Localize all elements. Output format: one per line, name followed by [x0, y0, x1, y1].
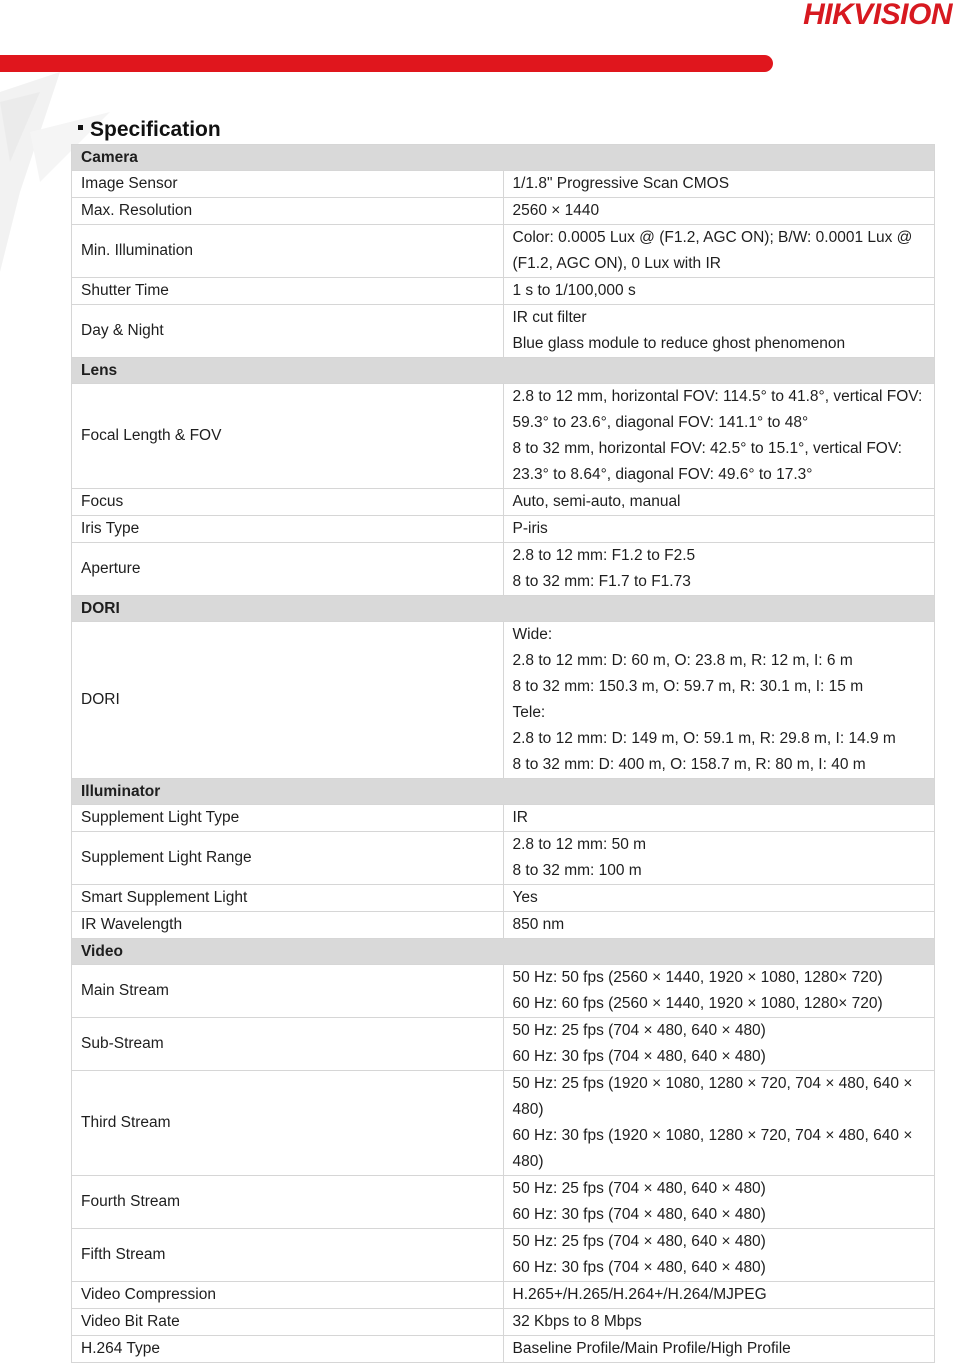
spec-row [72, 543, 935, 596]
spec-row [72, 384, 935, 489]
spec-value [503, 1309, 935, 1336]
spec-row [72, 1282, 935, 1309]
spec-value [503, 489, 935, 516]
specification-title-text: Specification [90, 118, 221, 141]
spec-row [72, 1018, 935, 1071]
spec-value [503, 225, 935, 278]
spec-value-line: 8 to 32 mm: F1.7 to F1.73 [512, 573, 691, 590]
spec-label: Focal Length & FOV [72, 384, 504, 489]
spec-value-line: Baseline Profile/Main Profile/High Profile [512, 1340, 791, 1357]
section-header: Illuminator [72, 779, 935, 805]
section-header-row [72, 358, 935, 384]
spec-label: Fourth Stream [72, 1176, 504, 1229]
spec-row [72, 1229, 935, 1282]
spec-value [503, 384, 935, 489]
spec-value-line: 8 to 32 mm: 150.3 m, O: 59.7 m, R: 30.1 m, I: 15 m [512, 678, 864, 695]
spec-label: Fifth Stream [72, 1229, 504, 1282]
section-header: Video [72, 939, 935, 965]
spec-value-line: 50 Hz: 50 fps (2560 × 1440, 1920 × 1080, 1280× 720) [512, 969, 883, 986]
spec-value-line: 60 Hz: 30 fps (704 × 480, 640 × 480) [512, 1206, 766, 1223]
section-header-row [72, 779, 935, 805]
spec-label: Day & Night [72, 305, 504, 358]
spec-value [503, 1336, 935, 1363]
header-red-bar [0, 55, 773, 72]
spec-value-line: Auto, semi-auto, manual [512, 493, 681, 510]
spec-table-body [72, 145, 935, 1363]
spec-label: Supplement Light Type [72, 805, 504, 832]
spec-value-line: Tele: [512, 704, 546, 721]
spec-value [503, 543, 935, 596]
spec-table [71, 144, 935, 1363]
spec-row [72, 1071, 935, 1176]
spec-row [72, 489, 935, 516]
spec-value-line: 50 Hz: 25 fps (704 × 480, 640 × 480) [512, 1022, 766, 1039]
spec-value [503, 1282, 935, 1309]
spec-value-line: 60 Hz: 30 fps (704 × 480, 640 × 480) [512, 1259, 766, 1276]
spec-label: Max. Resolution [72, 198, 504, 225]
spec-value-line: 1 s to 1/100,000 s [512, 282, 636, 299]
spec-label: Smart Supplement Light [72, 885, 504, 912]
spec-value-line: Yes [512, 889, 538, 906]
spec-value [503, 885, 935, 912]
section-header-row [72, 145, 935, 171]
spec-label: Focus [72, 489, 504, 516]
spec-row [72, 516, 935, 543]
spec-value-line: 8 to 32 mm, horizontal FOV: 42.5° to 15.1°, vertical FOV: 23.3° to 8.64°, diagonal FOV: 49.6° to 17.3° [512, 440, 902, 483]
spec-value [503, 622, 935, 779]
spec-row [72, 278, 935, 305]
spec-value-line: 2.8 to 12 mm, horizontal FOV: 114.5° to 41.8°, vertical FOV: 59.3° to 23.6°, diagonal FOV: 141.1° to 48° [512, 388, 923, 431]
spec-row [72, 965, 935, 1018]
spec-value-line: 2.8 to 12 mm: F1.2 to F2.5 [512, 547, 696, 564]
spec-row [72, 832, 935, 885]
spec-value-line: 8 to 32 mm: D: 400 m, O: 158.7 m, R: 80 m, I: 40 m [512, 756, 866, 773]
spec-value-line: 50 Hz: 25 fps (704 × 480, 640 × 480) [512, 1180, 766, 1197]
spec-value-line: 1/1.8" Progressive Scan CMOS [512, 175, 730, 192]
spec-row [72, 198, 935, 225]
bullet-icon [78, 125, 83, 130]
spec-value [503, 1176, 935, 1229]
spec-value-line: 50 Hz: 25 fps (1920 × 1080, 1280 × 720, 704 × 480, 640 × 480) [512, 1075, 913, 1118]
spec-value-line: 8 to 32 mm: 100 m [512, 862, 642, 879]
spec-value [503, 805, 935, 832]
spec-value-line: 850 nm [512, 916, 565, 933]
spec-value [503, 1071, 935, 1176]
spec-row [72, 1309, 935, 1336]
spec-value [503, 832, 935, 885]
spec-label: Video Compression [72, 1282, 504, 1309]
spec-value [503, 1018, 935, 1071]
spec-value-line: 50 Hz: 25 fps (704 × 480, 640 × 480) [512, 1233, 766, 1250]
spec-label: Iris Type [72, 516, 504, 543]
section-header: Camera [72, 145, 935, 171]
spec-label: IR Wavelength [72, 912, 504, 939]
spec-row [72, 305, 935, 358]
spec-value-line: P-iris [512, 520, 548, 537]
spec-label: Video Bit Rate [72, 1309, 504, 1336]
spec-value-line: Color: 0.0005 Lux @ (F1.2, AGC ON); B/W: 0.0001 Lux @ (F1.2, AGC ON), 0 Lux with IR [512, 229, 913, 272]
spec-value [503, 278, 935, 305]
spec-value-line: 2.8 to 12 mm: 50 m [512, 836, 647, 853]
section-header-row [72, 939, 935, 965]
spec-label: Main Stream [72, 965, 504, 1018]
spec-label: Min. Illumination [72, 225, 504, 278]
spec-value-line: 60 Hz: 30 fps (704 × 480, 640 × 480) [512, 1048, 766, 1065]
spec-value-line: Blue glass module to reduce ghost phenomenon [512, 335, 846, 352]
spec-value-line: IR cut filter [512, 309, 587, 326]
spec-value-line: 60 Hz: 30 fps (1920 × 1080, 1280 × 720, 704 × 480, 640 × 480) [512, 1127, 913, 1170]
spec-label: Third Stream [72, 1071, 504, 1176]
spec-value [503, 305, 935, 358]
spec-value-line: 60 Hz: 60 fps (2560 × 1440, 1920 × 1080, 1280× 720) [512, 995, 883, 1012]
section-header-row [72, 596, 935, 622]
spec-row [72, 885, 935, 912]
spec-row [72, 805, 935, 832]
spec-row [72, 912, 935, 939]
spec-value-line: Wide: [512, 626, 553, 643]
spec-label: Aperture [72, 543, 504, 596]
spec-row [72, 171, 935, 198]
hikvision-logo: HIKVISION [803, 0, 952, 31]
spec-value [503, 965, 935, 1018]
spec-label: H.264 Type [72, 1336, 504, 1363]
spec-row [72, 225, 935, 278]
section-header: DORI [72, 596, 935, 622]
spec-value-line: 2560 × 1440 [512, 202, 600, 219]
section-header: Lens [72, 358, 935, 384]
spec-value [503, 171, 935, 198]
spec-label: Sub-Stream [72, 1018, 504, 1071]
spec-value [503, 198, 935, 225]
spec-value [503, 1229, 935, 1282]
spec-row [72, 1176, 935, 1229]
spec-value-line: IR [512, 809, 528, 826]
spec-value [503, 912, 935, 939]
spec-label: Supplement Light Range [72, 832, 504, 885]
spec-value-line: 2.8 to 12 mm: D: 60 m, O: 23.8 m, R: 12 m, I: 6 m [512, 652, 853, 669]
spec-label: Shutter Time [72, 278, 504, 305]
spec-value-line: 32 Kbps to 8 Mbps [512, 1313, 642, 1330]
spec-value [503, 516, 935, 543]
spec-row [72, 622, 935, 779]
spec-label: DORI [72, 622, 504, 779]
spec-row [72, 1336, 935, 1363]
spec-value-line: H.265+/H.265/H.264+/H.264/MJPEG [512, 1286, 767, 1303]
spec-value-line: 2.8 to 12 mm: D: 149 m, O: 59.1 m, R: 29.8 m, I: 14.9 m [512, 730, 896, 747]
spec-label: Image Sensor [72, 171, 504, 198]
specification-heading [78, 118, 221, 142]
